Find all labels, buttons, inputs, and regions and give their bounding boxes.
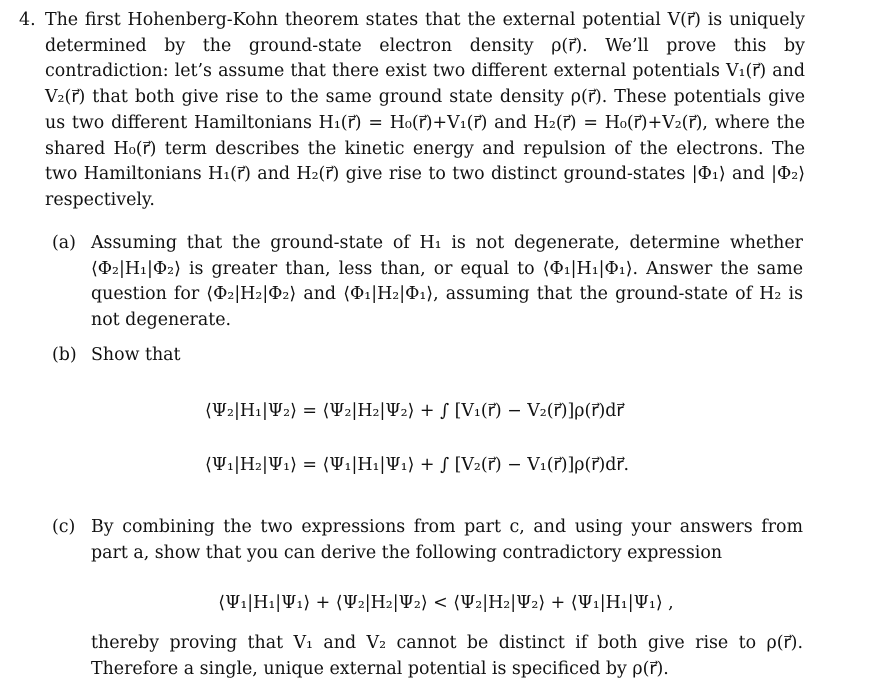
contradiction-equation: ⟨Ψ₁|H₁|Ψ₁⟩ + ⟨Ψ₂|H₂|Ψ₂⟩ < ⟨Ψ₂|H₂|Ψ₂⟩ + ⟨Ψ₁|H₁|Ψ₁⟩ , [218,593,674,613]
part-b-label: (b) [52,345,77,365]
part-b-text: Show that [91,345,181,365]
equation-b1: ⟨Ψ₂|H₁|Ψ₂⟩ = ⟨Ψ₂|H₂|Ψ₂⟩ + ∫ [V₁(r⃗) − V₂(r⃗)]ρ(r⃗)dr⃗ [205,401,624,421]
part-c-text: By combining the two expressions from part c, and using your answers from part a, show that you can derive the following contradictory expression [91,517,803,563]
part-a-label: (a) [52,233,76,253]
equation-b2: ⟨Ψ₁|H₂|Ψ₁⟩ = ⟨Ψ₁|H₁|Ψ₁⟩ + ∫ [V₂(r⃗) − V₁(r⃗)]ρ(r⃗)dr⃗. [205,455,630,475]
problem-intro: The first Hohenberg-Kohn theorem states that the external potential V(r⃗) is uniquely determined by the ground-state electron density ρ(r⃗). We’ll prove this by contradiction: let’s assume that there exist two different external potentials V₁(r⃗) and V₂(r⃗) that both give rise to the same ground state density ρ(r⃗). These potentials give us two different Hamiltonians H₁(r⃗) = H₀(r⃗)+V₁(r⃗) and H₂(r⃗) = H₀(r⃗)+V₂(r⃗), where the shared H₀(r⃗) term describes the kinetic energy and repulsion of the electrons. The two Hamiltonians H₁(r⃗) and H₂(r⃗) give rise to two distinct ground-states |Φ₁⟩ and |Φ₂⟩ respectively. [45,10,805,210]
part-a-text: Assuming that the ground-state of H₁ is not degenerate, determine whether ⟨Φ₂|H₁|Φ₂⟩ is greater than, less than, or equal to ⟨Φ₁|H₁|Φ₁⟩. Answer the same question for ⟨Φ₂|H₂|Φ₂⟩ and ⟨Φ₁|H₂|Φ₁⟩, assuming that the ground-state of H₂ is not degenerate. [91,233,803,331]
part-c-conclusion: thereby proving that V₁ and V₂ cannot be distinct if both give rise to ρ(r⃗). Therefore a single, unique external potential is specificed by ρ(r⃗). [91,633,803,679]
part-c-label: (c) [52,517,76,537]
problem-number: 4. [19,10,36,30]
